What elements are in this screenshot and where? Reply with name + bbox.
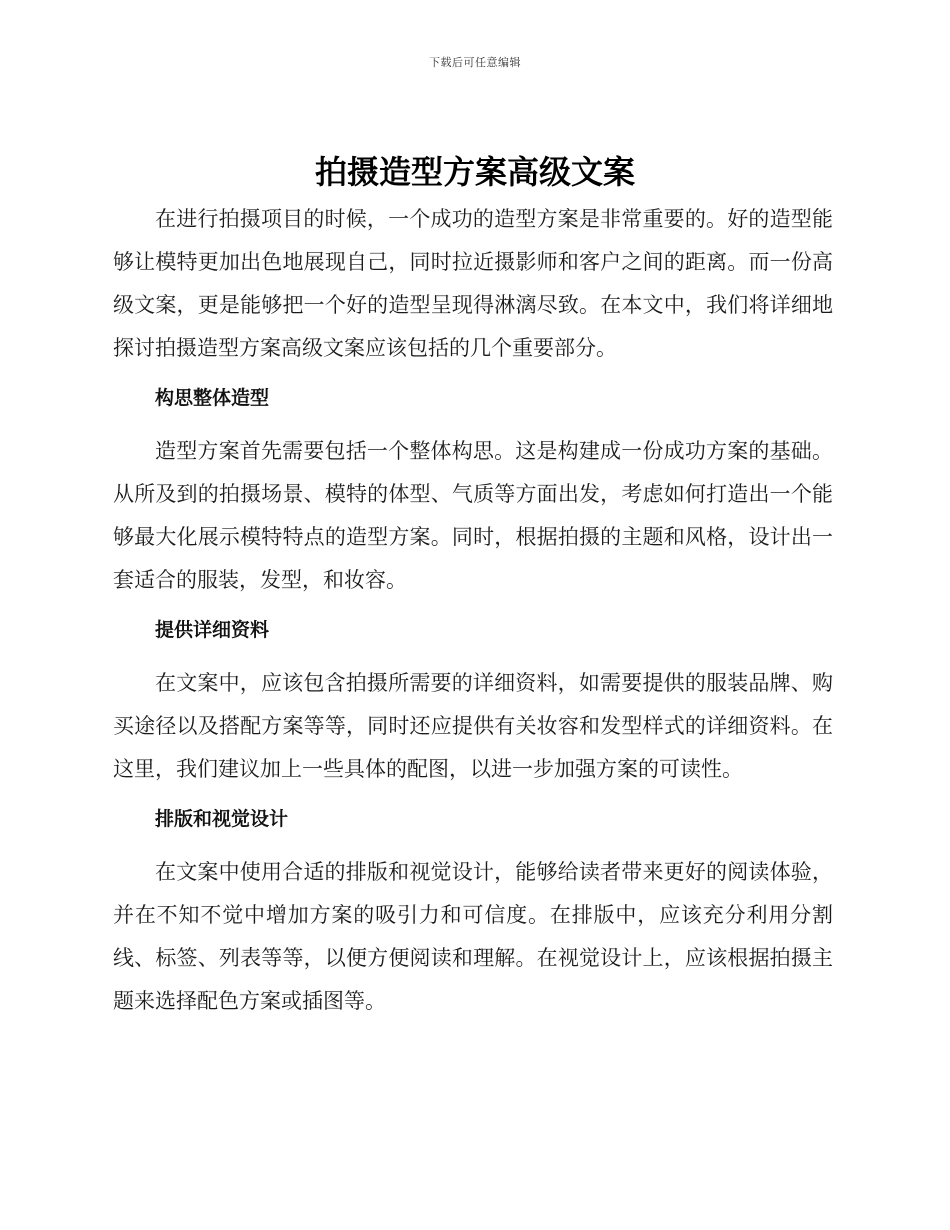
page-header-note: 下载后可任意编辑 [429, 56, 521, 69]
section-heading-detailed-info: 提供详细资料 [155, 619, 270, 641]
intro-paragraph: 在进行拍摄项目的时候，一个成功的造型方案是非常重要的。好的造型能够让模特更加出色地展现自己，同时拉近摄影师和客户之间的距离。而一份高级文案，更是能够把一个好的造型呈现得淋漓尽致。在本文中，我们将详细地探讨拍摄造型方案高级文案应该包括的几个重要部分。 [113, 207, 833, 360]
section-body-overall-concept: 造型方案首先需要包括一个整体构思。这是构建成一份成功方案的基础。从所及到的拍摄场景、模特的体型、气质等方面出发，考虑如何打造出一个能够最大化展示模特特点的造型方案。同时，根据拍摄的主题和风格，设计出一套适合的服装，发型，和妆容。 [113, 439, 833, 592]
document-body [113, 198, 833, 1023]
section-body-layout-visual: 在文案中使用合适的排版和视觉设计，能够给读者带来更好的阅读体验，并在不知不觉中增加方案的吸引力和可信度。在排版中，应该充分利用分割线、标签、列表等等，以便方便阅读和理解。在视觉设计上，应该根据拍摄主题来选择配色方案或插图等。 [113, 860, 833, 1013]
section-heading-overall-concept: 构思整体造型 [155, 387, 270, 409]
section-body-detailed-info: 在文案中，应该包含拍摄所需要的详细资料，如需要提供的服装品牌、购买途径以及搭配方案等等，同时还应提供有关妆容和发型样式的详细资料。在这里，我们建议加上一些具体的配图，以进一步加强方案的可读性。 [113, 671, 833, 781]
document-title: 拍摄造型方案高级文案 [314, 153, 635, 191]
section-heading-layout-visual: 排版和视觉设计 [155, 808, 289, 830]
